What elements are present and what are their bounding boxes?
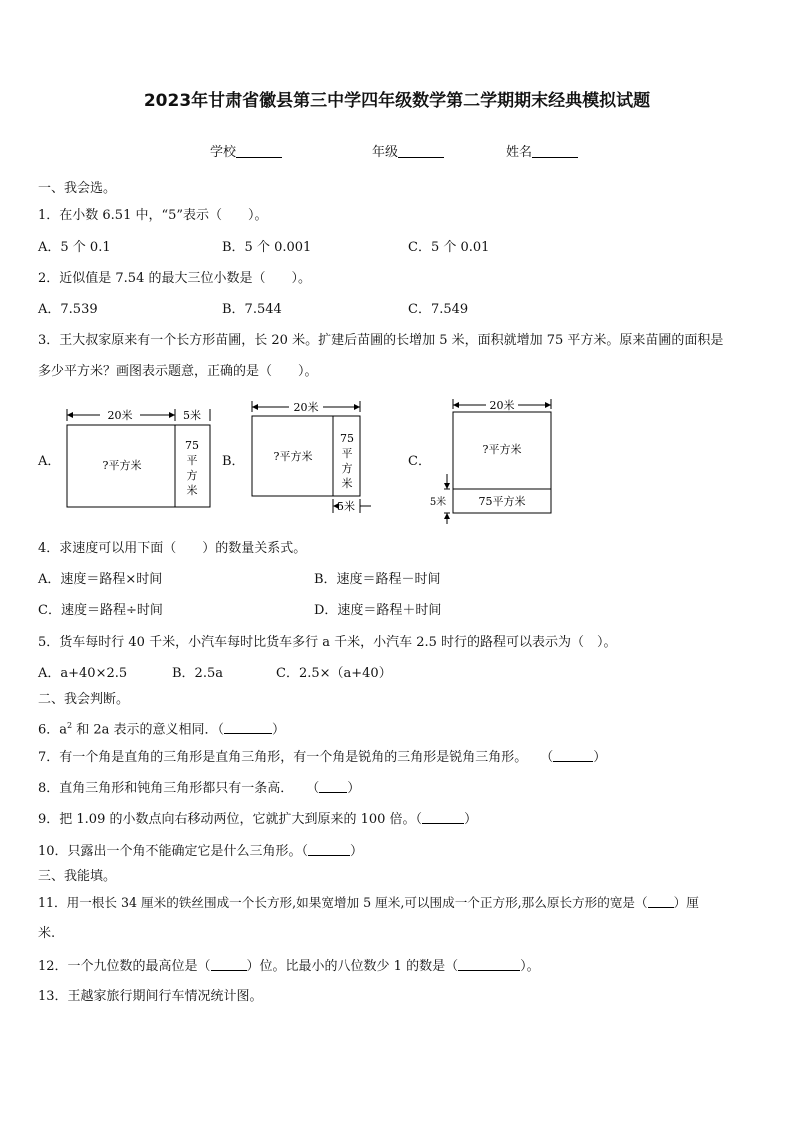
q9-text: 9．把 1.09 的小数点向右移动两位，它就扩大到原来的 100 倍。（: [38, 812, 423, 827]
question-5: 5．货车每时行 40 千米，小汽车每时比货车多行 a 千米，小汽车 2.5 时行的路程可以表示为（ ）。: [38, 635, 617, 650]
q7-text: 7．有一个角是直角的三角形是直角三角形，有一个角是锐角的三角形是锐角三角形。 （: [38, 750, 554, 765]
q10-text: 10．只露出一个角不能确定它是什么三角形。（: [38, 844, 309, 859]
question-9: [38, 811, 477, 828]
q6-pre: 6．a: [38, 722, 68, 738]
q4-option-a: A．速度＝路程×时间: [38, 572, 163, 587]
fig-a-len5: 5米: [183, 409, 201, 422]
q7-answer-blank[interactable]: [553, 749, 593, 762]
fig-b-ping: 平: [341, 447, 353, 460]
page-title: 2023年甘肃省徽县第三中学四年级数学第二学期期末经典模拟试题: [143, 91, 651, 111]
question-1: 1．在小数 6.51 中，“5”表示（ ）。: [38, 208, 268, 223]
name-label: 姓名: [506, 145, 533, 160]
question-3-line-2: 多少平方米？画图表示题意，正确的是（ ）。: [38, 364, 318, 379]
q11-end: ）厘: [673, 895, 699, 910]
fig-a-mi: 米: [186, 484, 198, 497]
section-heading-3: 三、我能填。: [38, 869, 117, 884]
fig-a-fang: 方: [186, 469, 198, 482]
fig-b-area-unknown: ?平方米: [273, 450, 313, 463]
q8-answer-blank[interactable]: [319, 780, 347, 793]
q5-option-c: C．2.5×（a+40）: [276, 666, 392, 681]
question-2: 2．近似值是 7.54 的最大三位小数是（ ）。: [38, 271, 311, 286]
question-4: 4．求速度可以用下面（ ）的数量关系式。: [38, 541, 307, 556]
question-3-line-1: 3．王大叔家原来有一个长方形苗圃，长 20 米。扩建后苗圃的长增加 5 米，面积就增加 75 平方米。原来苗圃的面积是: [38, 333, 724, 348]
q5-option-b: B．2.5a: [172, 666, 223, 681]
q7-end: ）: [593, 750, 607, 765]
question-10: [38, 843, 363, 860]
q2-option-a: A．7.539: [38, 302, 98, 317]
q1-option-a: A．5 个 0.1: [38, 240, 111, 255]
fig-a-ping: 平: [186, 454, 198, 467]
fig-b-75: 75: [340, 432, 354, 445]
q12-answer-blank-1[interactable]: [211, 958, 247, 971]
q1-option-c: C．5 个 0.01: [408, 240, 490, 255]
fig-a-75: 75: [185, 439, 199, 452]
q2-option-b: B．7.544: [222, 302, 282, 317]
q10-end: ）: [350, 844, 364, 859]
question-11-line-2: 米.: [38, 926, 56, 941]
fig-c-len20: 20米: [489, 399, 515, 412]
fig-c-area-unknown: ?平方米: [482, 443, 522, 456]
q4-option-d: D．速度＝路程＋时间: [314, 603, 442, 618]
q4-option-b: B．速度＝路程－时间: [314, 572, 441, 587]
fig-b-fang: 方: [341, 462, 353, 475]
fig-c-len5: 5米: [429, 497, 447, 508]
fig-c-area75: 75平方米: [478, 495, 526, 508]
q6-answer-blank[interactable]: [224, 721, 272, 734]
question-7: [38, 749, 606, 766]
q8-end: ）: [347, 781, 361, 796]
q6-post: 和 2a 表示的意义相同．（: [72, 722, 225, 738]
q1-option-b: B．5 个 0.001: [222, 240, 312, 255]
section-heading-2: 二、我会判断。: [38, 692, 130, 707]
q12-answer-blank-2[interactable]: [458, 958, 520, 971]
fig-b-len20: 20米: [293, 401, 319, 414]
school-field[interactable]: [210, 141, 282, 160]
fig-a-len20: 20米: [107, 409, 133, 422]
q6-sup: 2: [67, 721, 73, 730]
name-field[interactable]: [506, 141, 578, 160]
q9-answer-blank[interactable]: [422, 811, 464, 824]
fig-b-len5: 5米: [337, 500, 355, 513]
fig-b-mi: 米: [341, 477, 353, 490]
fig-a-area-unknown: ?平方米: [102, 459, 142, 472]
section-heading-1: 一、我会选。: [38, 181, 117, 196]
grade-blank[interactable]: [398, 144, 444, 158]
q2-option-c: C．7.549: [408, 302, 469, 317]
q3-option-c: C．: [408, 454, 431, 469]
q12-part-2: ）位。比最小的八位数少 1 的数是（: [246, 959, 459, 974]
q12-part-3: ）。: [520, 959, 540, 974]
q8-text: 8．直角三角形和钝角三角形都只有一条高． （: [38, 781, 320, 796]
question-6: [38, 718, 285, 738]
q3-option-b: B．: [222, 454, 245, 469]
q4-option-c: C．速度＝路程÷时间: [38, 603, 163, 618]
question-12: [38, 958, 540, 975]
q3-option-a: A．: [38, 454, 61, 469]
q3-figure-a: [60, 405, 220, 511]
q11-answer-blank[interactable]: [648, 895, 674, 908]
q11-text: 11．用一根长 34 厘米的铁丝围成一个长方形,如果宽增加 5 厘米,可以围成一个正方形,那么原长方形的宽是（: [38, 895, 648, 910]
question-8: [38, 780, 360, 797]
grade-field[interactable]: [372, 141, 444, 160]
question-13: 13．王越家旅行期间行车情况统计图。: [38, 989, 263, 1004]
grade-label: 年级: [372, 145, 399, 160]
school-label: 学校: [210, 145, 237, 160]
q3-figure-b: [245, 398, 375, 516]
school-blank[interactable]: [236, 144, 282, 158]
q5-option-a: A．a+40×2.5: [38, 666, 128, 681]
name-blank[interactable]: [532, 144, 578, 158]
q12-part-1: 12．一个九位数的最高位是（: [38, 959, 211, 974]
q3-figure-c: [426, 396, 556, 526]
question-11: [38, 895, 699, 911]
q9-end: ）: [464, 812, 478, 827]
q10-answer-blank[interactable]: [308, 843, 350, 856]
q6-end: ）: [272, 722, 286, 738]
